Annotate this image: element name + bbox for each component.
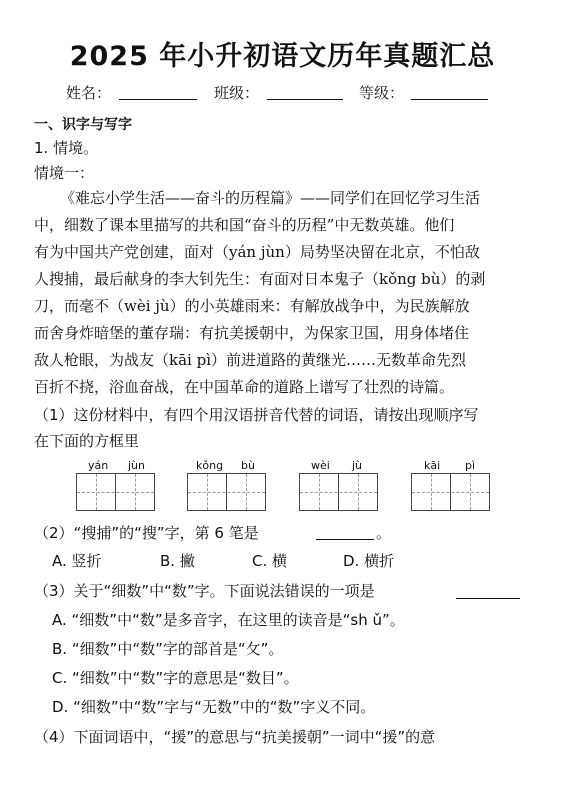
passage-line: 中，细数了课本里描写的共和国“奋斗的历程”中无数英雄。他们 — [34, 216, 455, 234]
passage-line: 有为中国共产党创建，面对（yán jùn）局势坚决留在北京，不怕敌 — [34, 243, 480, 261]
passage-line: 人搜捕，最后献身的李大钊先生：有面对日本鬼子（kǒng bù）的剥 — [34, 270, 486, 288]
writing-grid[interactable] — [187, 473, 266, 511]
writing-grid[interactable] — [411, 473, 490, 511]
option-a: A. “细数”中“数”是多音字，在这里的读音是“sh ǔ”。 — [52, 611, 405, 629]
question-1-3: （3）关于“细数”中“数”字。下面说法错误的一项是 — [34, 582, 375, 600]
passage-line: 《难忘小学生活——奋斗的历程篇》——同学们在回忆学习生活 — [60, 189, 481, 207]
option-c: C. 横 — [252, 552, 288, 570]
question-1-1: （1）这份材料中，有四个用汉语拼音代替的词语，请按出现顺序写 — [34, 406, 479, 424]
class-blank[interactable] — [267, 99, 343, 100]
answer-blank[interactable] — [456, 598, 520, 599]
option-b: B. “细数”中“数”字的部首是“攵”。 — [52, 640, 284, 658]
pinyin-label: pì — [465, 459, 476, 472]
passage-line: 刀，而毫不（wèi jù）的小英雄雨来：有解放战争中，为民族解放 — [34, 297, 470, 315]
question-1-1-cont: 在下面的方框里 — [34, 432, 140, 450]
passage-line: 敌人枪眼，为战友（kāi pì）前进道路的黄继光……无数革命先烈 — [34, 351, 466, 369]
writing-grid[interactable] — [299, 473, 378, 511]
question-1-2-end: 。 — [376, 524, 392, 542]
pinyin-label: jùn — [128, 459, 145, 472]
class-label: 班级： — [214, 84, 260, 102]
page-title: 2025 年小升初语文历年真题汇总 — [69, 41, 496, 72]
grade-label: 等级： — [359, 84, 405, 102]
writing-grid[interactable] — [76, 473, 155, 511]
passage-line: 而舍身炸暗堡的董存瑞：有抗美援朝中，为保家卫国，用身体堵住 — [34, 324, 470, 342]
question-1-2: （2）“搜捕”的“搜”字，第 6 笔是 — [34, 524, 259, 542]
option-b: B. 撇 — [160, 552, 195, 570]
answer-blank[interactable] — [316, 539, 374, 540]
pinyin-label: bù — [241, 459, 255, 472]
grade-blank[interactable] — [411, 99, 488, 100]
name-blank[interactable] — [119, 99, 197, 100]
option-d: D. “细数”中“数”字与“无数”中的“数”字义不同。 — [52, 698, 376, 716]
option-a: A. 竖折 — [52, 552, 102, 570]
section-heading: 一、识字与写字 — [34, 117, 132, 133]
option-c: C. “细数”中“数”字的意思是“数目”。 — [52, 669, 299, 687]
name-label: 姓名： — [66, 84, 112, 102]
pinyin-label: wèi — [311, 459, 330, 472]
question-1: 1. 情境。 — [34, 139, 99, 157]
pinyin-label: kǒng — [196, 459, 224, 472]
pinyin-label: kāi — [424, 459, 441, 472]
situation-1-label: 情境一： — [34, 164, 95, 182]
question-1-4: （4）下面词语中，“援”的意思与“抗美援朝”一词中“援”的意 — [34, 728, 436, 746]
option-d: D. 横折 — [343, 552, 395, 570]
pinyin-label: jù — [352, 459, 363, 472]
pinyin-label: yán — [88, 459, 109, 472]
passage-line: 百折不挠，浴血奋战，在中国革命的道路上谱写了壮烈的诗篇。 — [34, 378, 455, 396]
